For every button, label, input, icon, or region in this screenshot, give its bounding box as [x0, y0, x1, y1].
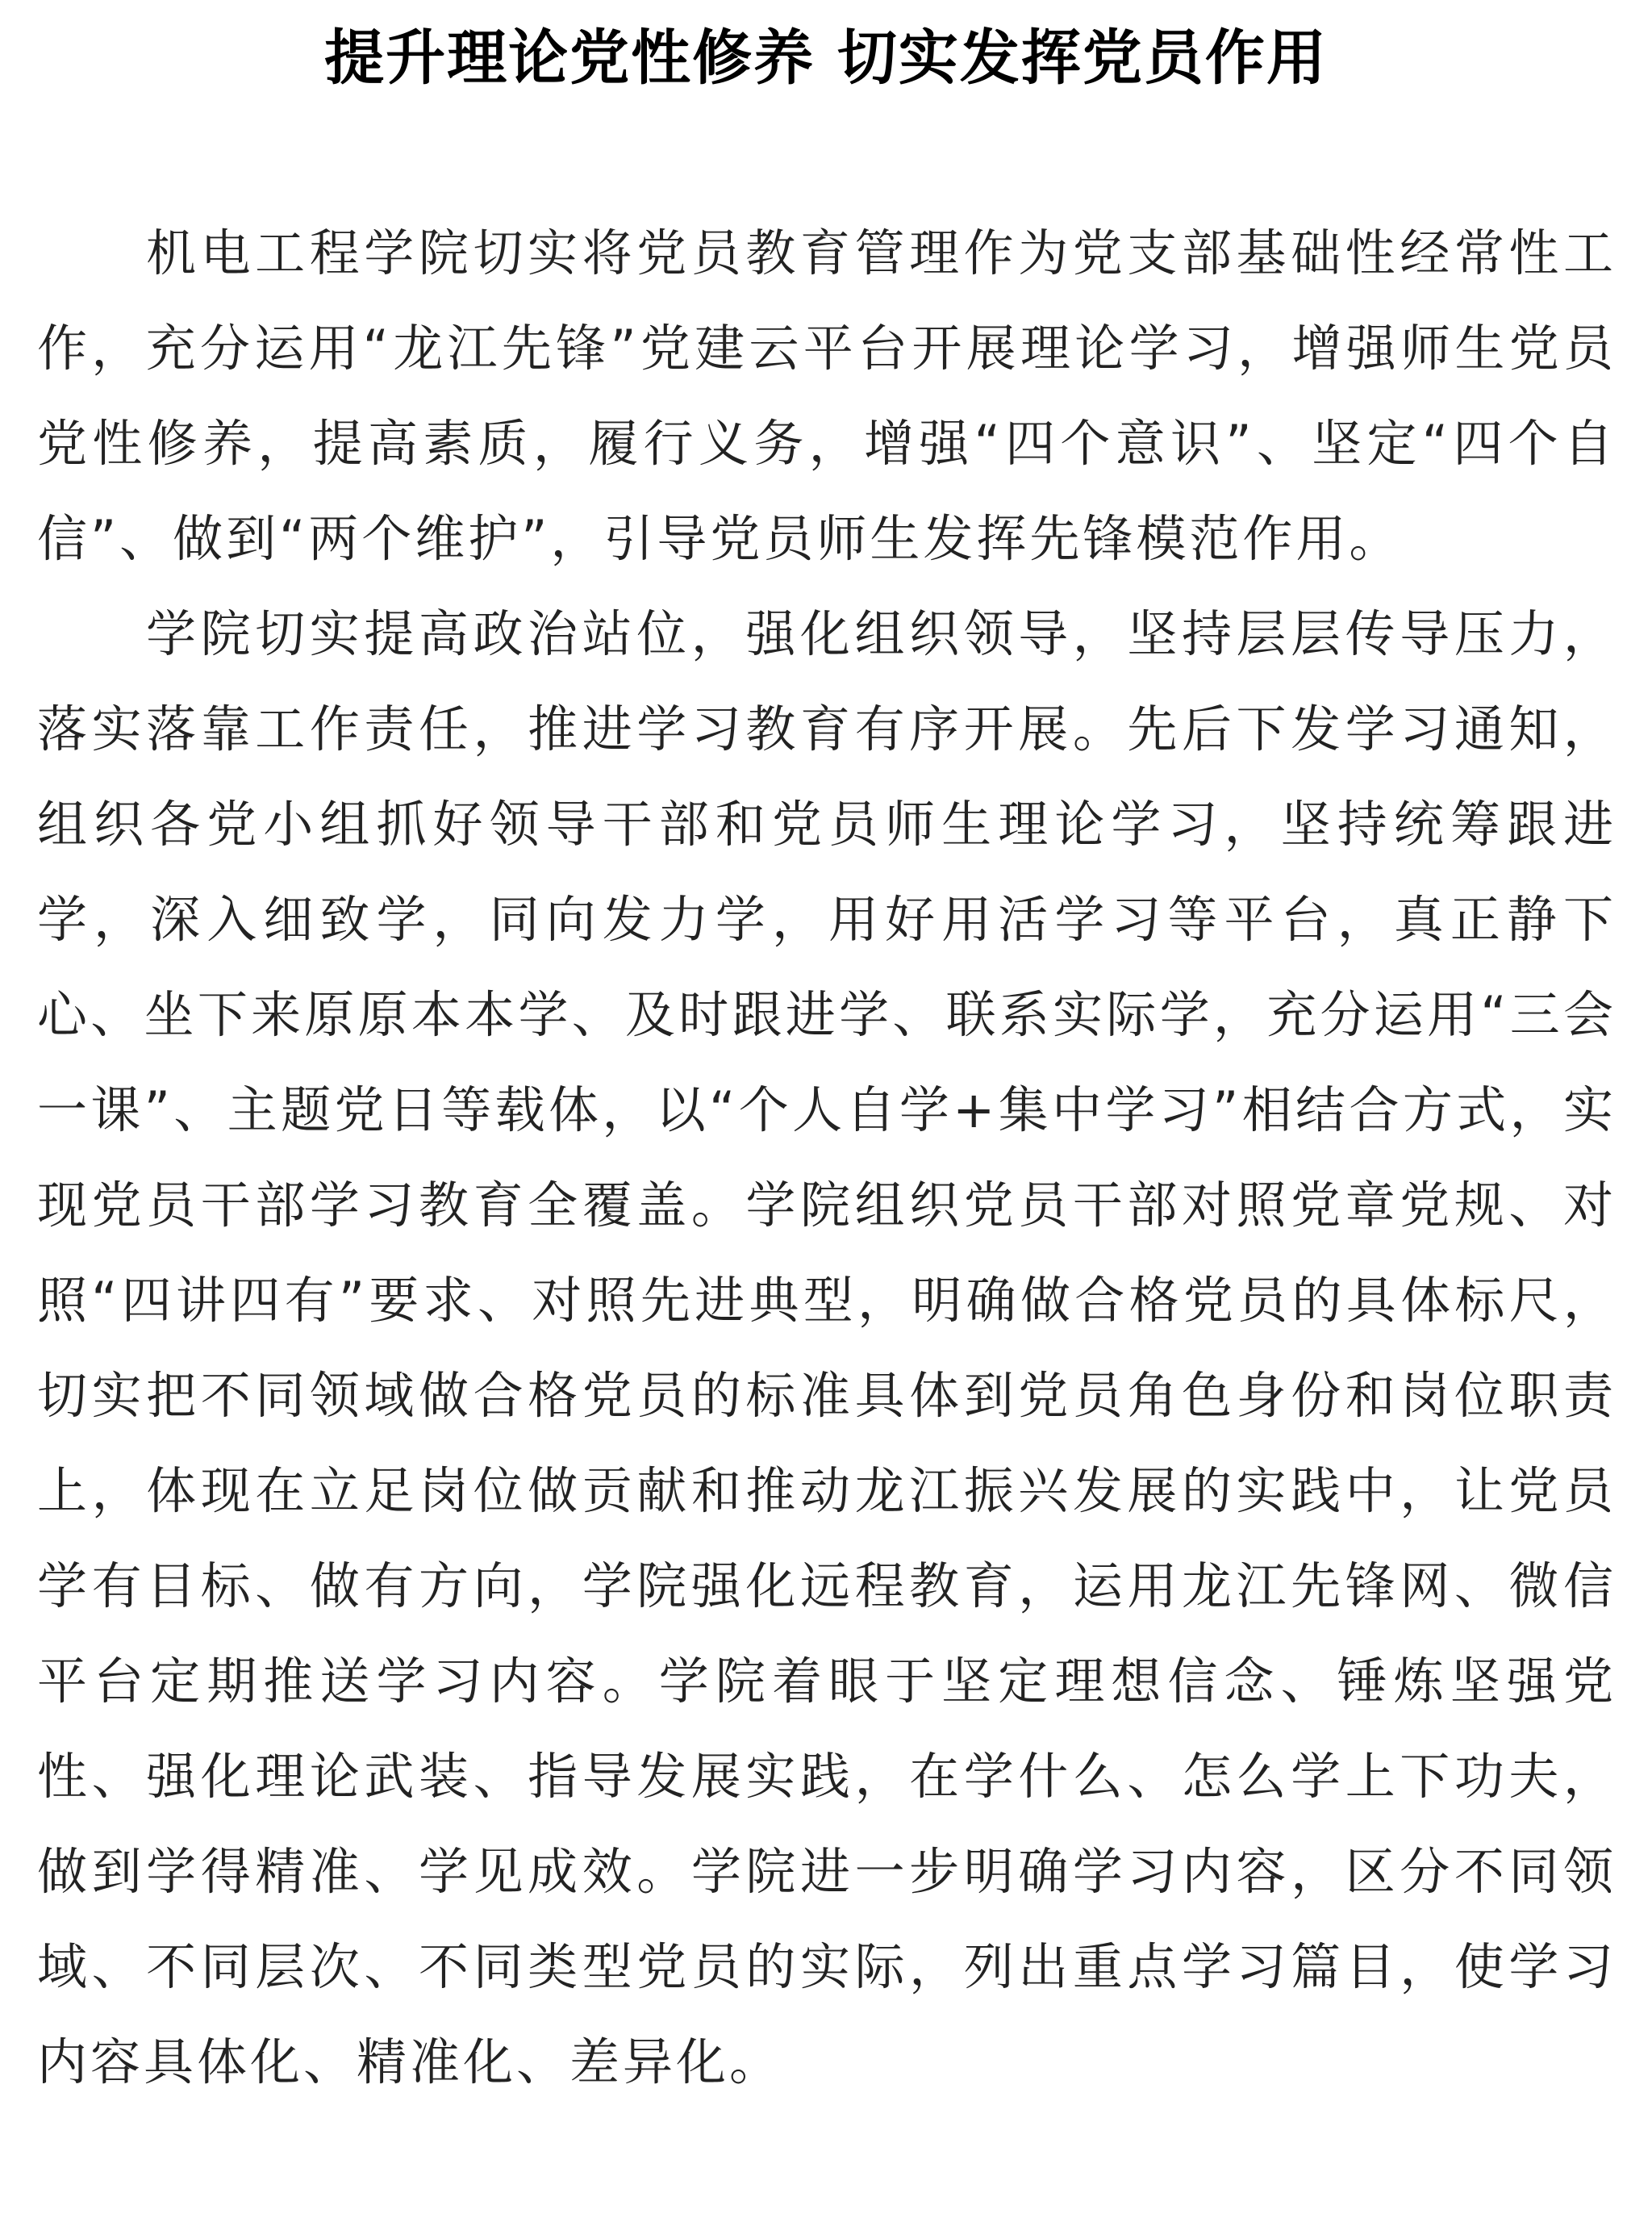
- document-title: 提升理论党性修养 切实发挥党员作用: [324, 23, 1328, 93]
- paragraph-2: 学院切实提高政治站位，强化组织领导，坚持层层传导压力，落实落靠工作责任，推进学习教育有序开展。先后下发学习通知，组织各党小组抓好领导干部和党员师生理论学习，坚持统筹跟进学，深入细致学，同向发力学，用好用活学习等平台，真正静下心、坐下来原原本本学、及时跟进学、联系实际学，充分运用“三会一课”、主题党日等载体，以“个人自学+集中学习”相结合方式，实现党员干部学习教育全覆盖。学院组织党员干部对照党章党规、对照“四讲四有”要求、对照先进典型，明确做合格党员的具体标尺，切实把不同领域做合格党员的标准具体到党员角色身份和岗位职责上，体现在立足岗位做贡献和推动龙江振兴发展的实践中，让党员学有目标、做有方向，学院强化远程教育，运用龙江先锋网、微信平台定期推送学习内容。学院着眼于坚定理想信念、锤炼坚强党性、强化理论武装、指导发展实践，在学什么、怎么学上下功夫，做到学得精准、学见成效。学院进一步明确学习内容，区分不同领域、不同层次、不同类型党员的实际，列出重点学习篇目，使学习内容具体化、精准化、差异化。: [37, 604, 1617, 2091]
- document-body: [37, 206, 1617, 2110]
- paragraph-1: 机电工程学院切实将党员教育管理作为党支部基础性经常性工作，充分运用“龙江先锋”党建云平台开展理论学习，增强师生党员党性修养，提高素质，履行义务，增强“四个意识”、坚定“四个自信”、做到“两个维护”，引导党员师生发挥先锋模范作用。: [37, 223, 1617, 568]
